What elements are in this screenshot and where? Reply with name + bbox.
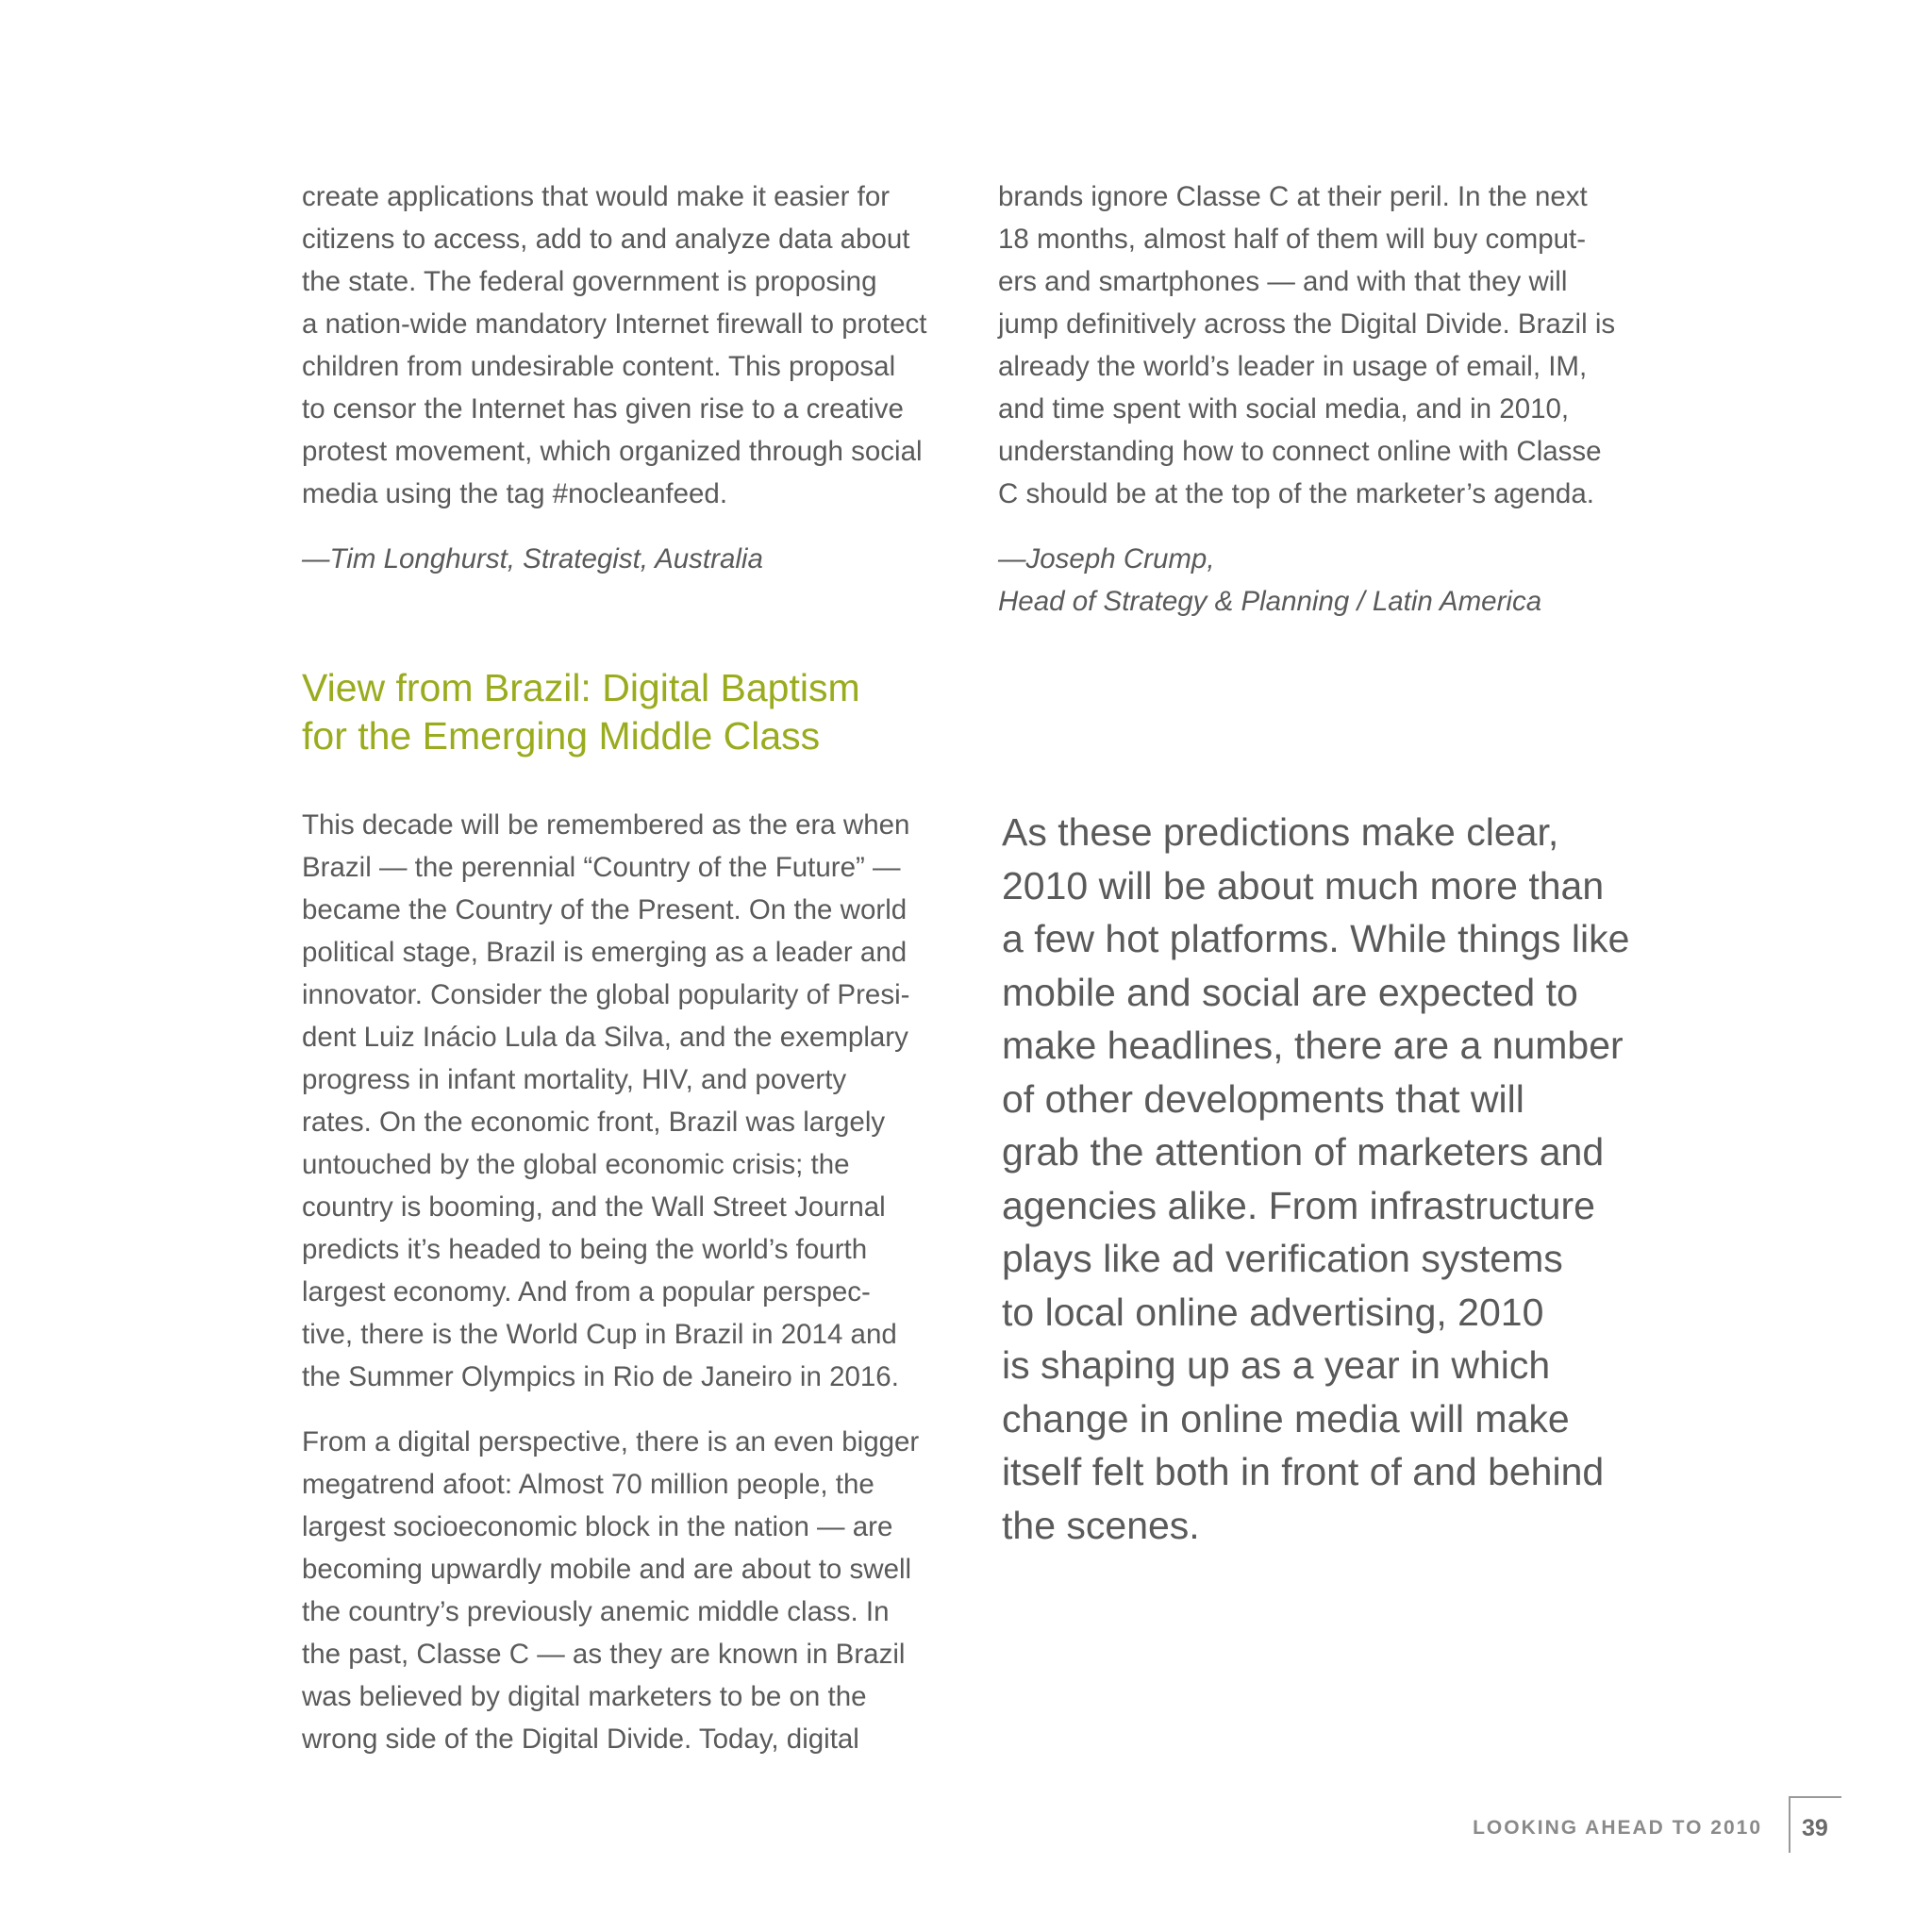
section-heading: View from Brazil: Digital Baptism for the Emerging Middle Class (302, 666, 860, 758)
right-top-paragraph: brands ignore Classe C at their peril. In the next 18 months, almost half of them will buy comput- ers and smartphones — and with that they will jump definitively across the Digital Divide. Brazil is already the world’s leader in usage of email, IM, and time spent with social media, and in 2010, understanding how to connect online with Classe C should be at the top of the marketer’s agenda. (998, 181, 1616, 509)
right-top-attribution: —Joseph Crump, Head of Strategy & Planning / Latin America (998, 543, 1542, 617)
footer-section-label: LOOKING AHEAD TO 2010 (1473, 1817, 1762, 1839)
footer-divider-top (1789, 1796, 1841, 1798)
article-paragraph-1: This decade will be remembered as the era when Brazil — the perennial “Country of the Future” — became the Country of the Present. On the world political stage, Brazil is emerging as a leader and innovator. Consider the global popularity of Presi- dent Luiz Inácio Lula da Silva, and the exemplary progress in infant mortality, HIV, and poverty rates. On the economic front, Brazil was largely untouched by the global economic crisis; the country is booming, and the Wall Street Journal predicts it’s headed to being the world’s fourth largest economy. And from a popular perspec- tive, there is the World Cup in Brazil in 2014 and the Summer Olympics in Rio de Janeiro in 2016. (302, 809, 910, 1392)
left-top-paragraph: create applications that would make it easier for citizens to access, add to and analyze data about the state. The federal government is proposing a nation-wide mandatory Internet firewall to protect children from undesirable content. This proposal to censor the Internet has given rise to a creative protest movement, which organized through social media using the tag #nocleanfeed. (302, 181, 927, 509)
article-paragraph-2: From a digital perspective, there is an even bigger megatrend afoot: Almost 70 million people, the largest socioeconomic block in the nation — are becoming upwardly mobile and are about to swell the country’s previously anemic middle class. In the past, Classe C — as they are known in Brazil was believed by digital marketers to be on the wrong side of the Digital Divide. Today, digital (302, 1426, 920, 1755)
right-column-top (998, 175, 1658, 623)
page-number: 39 (1802, 1815, 1828, 1841)
left-column-top (302, 175, 962, 580)
footer-divider (1789, 1796, 1790, 1853)
left-top-attribution: —Tim Longhurst, Strategist, Australia (302, 543, 763, 575)
left-column-article (302, 804, 962, 1760)
pull-quote: As these predictions make clear, 2010 will be about much more than a few hot platforms. While things like mobile and social are expected to make headlines, there are a number of other developments that will grab the attention of marketers and agencies alike. From infrastructure plays like ad verification systems to local online advertising, 2010 is shaping up as a year in which change in online media will make itself felt both in front of and behind the scenes. (1002, 810, 1630, 1547)
